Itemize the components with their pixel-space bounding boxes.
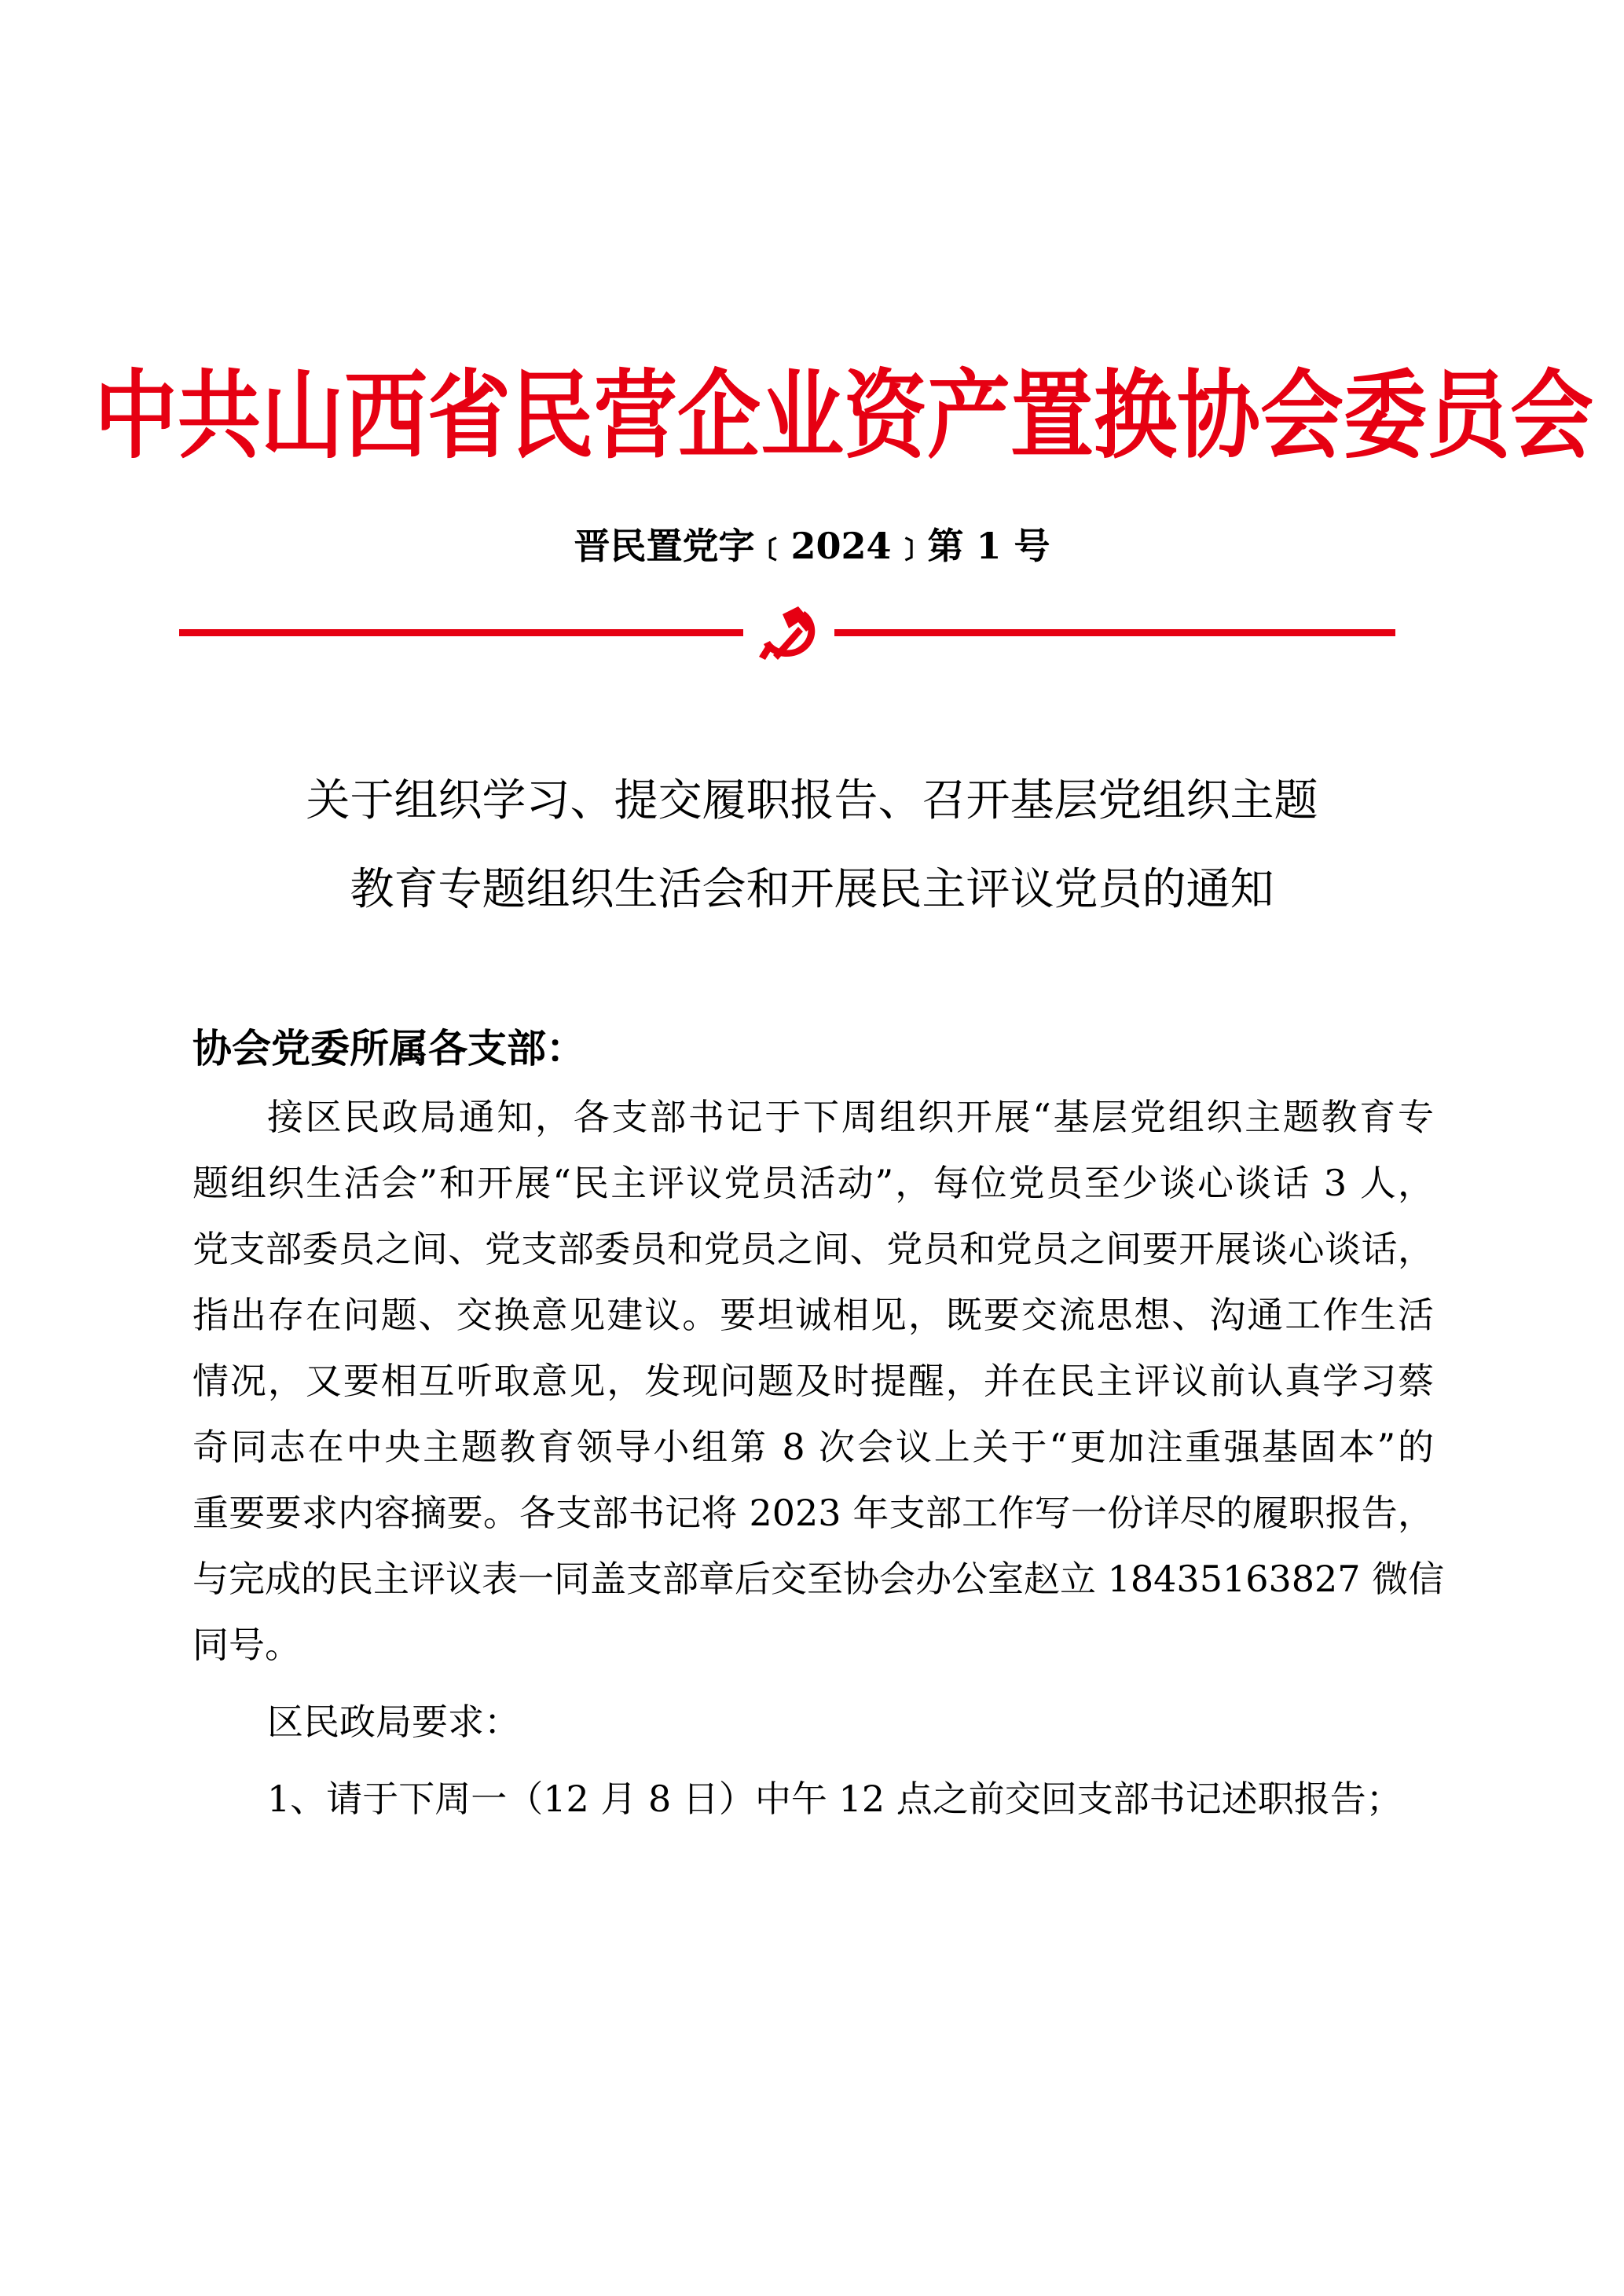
notice-title-line-2: 教育专题组织生活会和开展民主评议党员的通知: [350, 864, 1274, 915]
body-line: 接区民政局通知，各支部书记于下周组织开展“基层党组织主题教育专: [267, 1096, 1434, 1138]
body-line: 同号。: [192, 1624, 301, 1666]
requirement-item-1: 1、请于下周一（12 月 8 日）中午 12 点之前交回支部书记述职报告；: [267, 1778, 1402, 1820]
body-line: 与完成的民主评议表一同盖支部章后交至协会办公室赵立 18435163827 微信: [192, 1558, 1445, 1600]
body-line: 情况，又要相互听取意见，发现问题及时提醒，并在民主评议前认真学习蔡: [192, 1360, 1434, 1402]
requirements-label: 区民政局要求：: [267, 1701, 520, 1743]
body-line: 题组织生活会”和开展“民主评议党员活动”，每位党员至少谈心谈话 3 人，: [192, 1162, 1434, 1204]
body-line: 重要要求内容摘要。各支部书记将 2023 年支部工作写一份详尽的履职报告，: [192, 1492, 1434, 1534]
notice-title-line-1: 关于组织学习、提交履职报告、召开基层党组织主题: [306, 775, 1318, 826]
red-divider-right: [834, 629, 1395, 636]
hammer-sickle-icon: [756, 603, 823, 665]
body-line: 奇同志在中央主题教育领导小组第 8 次会议上关于“更加注重强基固本”的: [192, 1426, 1434, 1468]
document-number: 晋民置党字﹝2024﹞第 1 号: [574, 525, 1050, 567]
red-divider-left: [179, 629, 743, 636]
organization-title: 中共山西省民营企业资产置换协会委员会: [94, 360, 1593, 472]
body-line: 党支部委员之间、党支部委员和党员之间、党员和党员之间要开展谈心谈话，: [192, 1228, 1434, 1270]
salutation: 协会党委所属各支部：: [192, 1025, 585, 1071]
body-line: 指出存在问题、交换意见建议。要坦诚相见，既要交流思想、沟通工作生活: [192, 1294, 1434, 1336]
